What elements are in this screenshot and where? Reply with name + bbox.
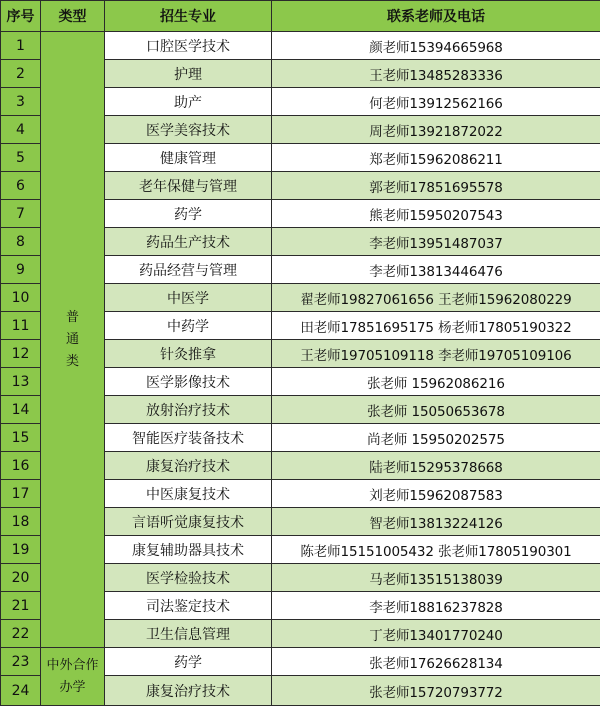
- row-index: 21: [1, 592, 41, 620]
- contact-cell: 张老师 15050653678: [272, 396, 600, 424]
- row-index: 1: [1, 32, 41, 60]
- major-cell: 口腔医学技术: [105, 32, 272, 60]
- major-cell: 康复辅助器具技术: [105, 536, 272, 564]
- major-cell: 护理: [105, 60, 272, 88]
- contact-cell: 张老师15720793772: [272, 676, 600, 706]
- header-contact: 联系老师及电话: [272, 1, 600, 32]
- major-cell: 助产: [105, 88, 272, 116]
- contact-cell: 丁老师13401770240: [272, 620, 600, 648]
- major-cell: 放射治疗技术: [105, 396, 272, 424]
- category-cell: [41, 648, 105, 706]
- contact-cell: 张老师17626628134: [272, 648, 600, 676]
- major-cell: 言语听觉康复技术: [105, 508, 272, 536]
- row-index: 14: [1, 396, 41, 424]
- contact-cell: 李老师13951487037: [272, 228, 600, 256]
- major-cell: 康复治疗技术: [105, 676, 272, 706]
- major-cell: 药学: [105, 648, 272, 676]
- row-index: 11: [1, 312, 41, 340]
- major-cell: 卫生信息管理: [105, 620, 272, 648]
- header-category: 类型: [41, 1, 105, 32]
- major-cell: 中医学: [105, 284, 272, 312]
- contact-cell: 陆老师15295378668: [272, 452, 600, 480]
- category-label-line: 通: [65, 331, 79, 347]
- header-index: 序号: [1, 1, 41, 32]
- contact-cell: 李老师13813446476: [272, 256, 600, 284]
- major-cell: 健康管理: [105, 144, 272, 172]
- row-index: 18: [1, 508, 41, 536]
- row-index: 22: [1, 620, 41, 648]
- major-cell: 智能医疗装备技术: [105, 424, 272, 452]
- row-index: 9: [1, 256, 41, 284]
- row-index: 10: [1, 284, 41, 312]
- contact-cell: 李老师18816237828: [272, 592, 600, 620]
- row-index: 3: [1, 88, 41, 116]
- contact-cell: 尚老师 15950202575: [272, 424, 600, 452]
- major-cell: 老年保健与管理: [105, 172, 272, 200]
- contact-cell: 张老师 15962086216: [272, 368, 600, 396]
- row-index: 12: [1, 340, 41, 368]
- contact-cell: 郭老师17851695578: [272, 172, 600, 200]
- major-cell: 药品经营与管理: [105, 256, 272, 284]
- row-index: 5: [1, 144, 41, 172]
- row-index: 6: [1, 172, 41, 200]
- category-label-line: 中外合作: [46, 657, 99, 673]
- row-index: 4: [1, 116, 41, 144]
- row-index: 23: [1, 648, 41, 676]
- contact-cell: 马老师13515138039: [272, 564, 600, 592]
- row-index: 17: [1, 480, 41, 508]
- contact-cell: 刘老师15962087583: [272, 480, 600, 508]
- major-cell: 针灸推拿: [105, 340, 272, 368]
- table-body: [1, 32, 600, 706]
- major-cell: 中药学: [105, 312, 272, 340]
- contact-cell: 翟老师19827061656 王老师15962080229: [272, 284, 600, 312]
- category-label-line: 普: [65, 309, 79, 325]
- contact-cell: 智老师13813224126: [272, 508, 600, 536]
- header-major: 招生专业: [105, 1, 272, 32]
- major-cell: 中医康复技术: [105, 480, 272, 508]
- table-row: [1, 32, 600, 60]
- major-cell: 康复治疗技术: [105, 452, 272, 480]
- category-label-line: 办学: [59, 679, 86, 695]
- major-cell: 医学美容技术: [105, 116, 272, 144]
- row-index: 24: [1, 676, 41, 706]
- header-row: [1, 1, 600, 32]
- contact-cell: 陈老师15151005432 张老师17805190301: [272, 536, 600, 564]
- major-cell: 药学: [105, 200, 272, 228]
- contact-cell: 何老师13912562166: [272, 88, 600, 116]
- row-index: 19: [1, 536, 41, 564]
- contact-cell: 郑老师15962086211: [272, 144, 600, 172]
- major-cell: 医学影像技术: [105, 368, 272, 396]
- category-cell: [41, 32, 105, 648]
- major-cell: 司法鉴定技术: [105, 592, 272, 620]
- major-cell: 医学检验技术: [105, 564, 272, 592]
- contact-cell: 周老师13921872022: [272, 116, 600, 144]
- row-index: 7: [1, 200, 41, 228]
- contact-cell: 熊老师15950207543: [272, 200, 600, 228]
- row-index: 16: [1, 452, 41, 480]
- row-index: 15: [1, 424, 41, 452]
- major-cell: 药品生产技术: [105, 228, 272, 256]
- contact-cell: 王老师13485283336: [272, 60, 600, 88]
- row-index: 13: [1, 368, 41, 396]
- table-row: [1, 648, 600, 676]
- row-index: 8: [1, 228, 41, 256]
- contact-cell: 田老师17851695175 杨老师17805190322: [272, 312, 600, 340]
- category-label-line: 类: [65, 353, 79, 369]
- contact-cell: 王老师19705109118 李老师19705109106: [272, 340, 600, 368]
- row-index: 2: [1, 60, 41, 88]
- contact-cell: 颜老师15394665968: [272, 32, 600, 60]
- row-index: 20: [1, 564, 41, 592]
